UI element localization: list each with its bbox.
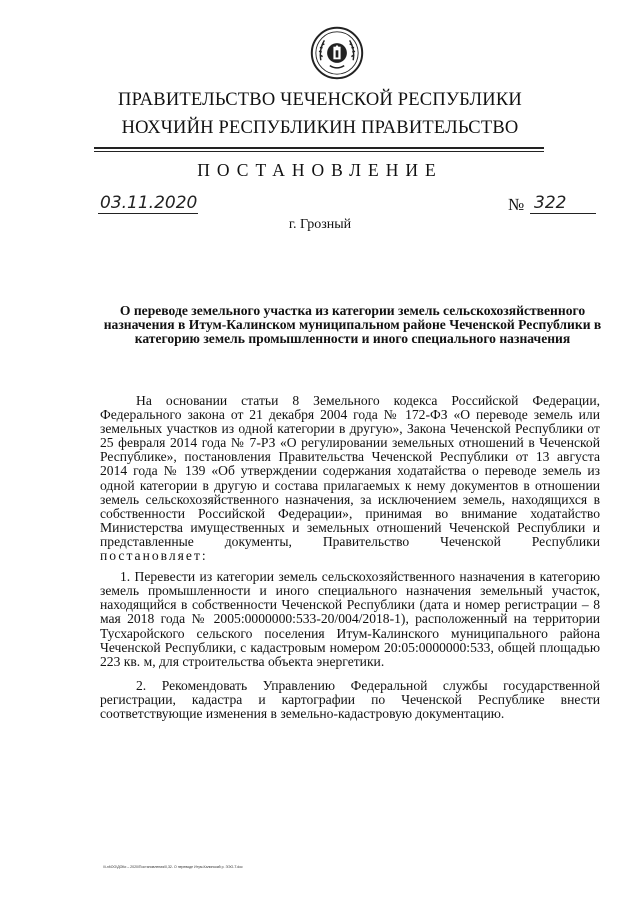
preamble-text: На основании статьи 8 Земельного кодекса Российской Федерации, Федерального закона от 21 декабря 2004 года № 172-ФЗ «О переводе земель или земельных участков из одной категории в другую», Закона Чеченской Республики от 25 февраля 2014 года № 7-РЗ «О регулировании земельных отношений в Чеченской Республике», постановления Правительства Чеченской Республики от 13 августа 2014 года № 139 «Об утверждении содержания ходатайства о переводе земель из одной категории в другую и состава прилагаемых к нему документов в отношении земель сельскохозяйственного назначения, за исключением земель, находящихся в собственности Российской Федерации», принимая во внимание ходатайство Министерства имущественных и земельных отношений Чеченской Республики и представленные документы, Правительство Чеченской Республики [100, 393, 600, 549]
number-label: № [508, 195, 525, 214]
document-date: 03.11.2020 [100, 193, 198, 213]
org-name-russian: ПРАВИТЕЛЬСТВО ЧЕЧЕНСКОЙ РЕСПУБЛИКИ [118, 90, 522, 110]
document-type-heading: ПОСТАНОВЛЕНИЕ [197, 160, 443, 180]
number-underline [530, 213, 596, 214]
header-divider-thin [94, 151, 544, 152]
clause-1-paragraph: 1. Перевести из категории земель сельскохозяйственного назначения в категорию земель промышленности и иного специального назначения земельный участок, находящийся в собственности Чеченской Республики (дата и номер регистрации – 8 мая 2018 года № 2005:0000000:533-20/004/2018-1), расположенный на территории Тусхаройского сельского поселения Итум-Калинского муниципального района Чеченской Республики, с кадастровым номером 20:05:0000000:533, общей площадью 223 кв. м, для строительства объекта энергетики. [100, 569, 600, 669]
document-body [100, 394, 600, 731]
org-name-chechen: НОХЧИЙН РЕСПУБЛИКИН ПРАВИТЕЛЬСТВО [121, 118, 519, 138]
issuing-city: г. Грозный [288, 217, 352, 232]
file-reference-footer: \\i-nt\ОО\ДОКи – 2020\Постановления\0,32- О переводе Итум-Калинский р. ЭЭО-Т.doc [103, 865, 243, 869]
chechen-republic-emblem-icon [310, 26, 364, 80]
preamble-paragraph [100, 394, 600, 563]
document-title: О переводе земельного участка из категории земель сельскохозяйственного назначения в Итум-Калинском муниципальном районе Чеченской Республики в категорию земель промышленности и иного специального назначения [103, 303, 602, 347]
clause-2-paragraph: 2. Рекомендовать Управлению Федеральной службы государственной регистрации, кадастра и картографии по Чеченской Республике внести соответствующие изменения в земельно-кадастровую документацию. [100, 677, 600, 721]
header-divider-thick [94, 147, 544, 149]
document-number: 322 [534, 193, 567, 213]
decree-word: постановляет: [100, 548, 208, 564]
date-underline [98, 213, 198, 214]
